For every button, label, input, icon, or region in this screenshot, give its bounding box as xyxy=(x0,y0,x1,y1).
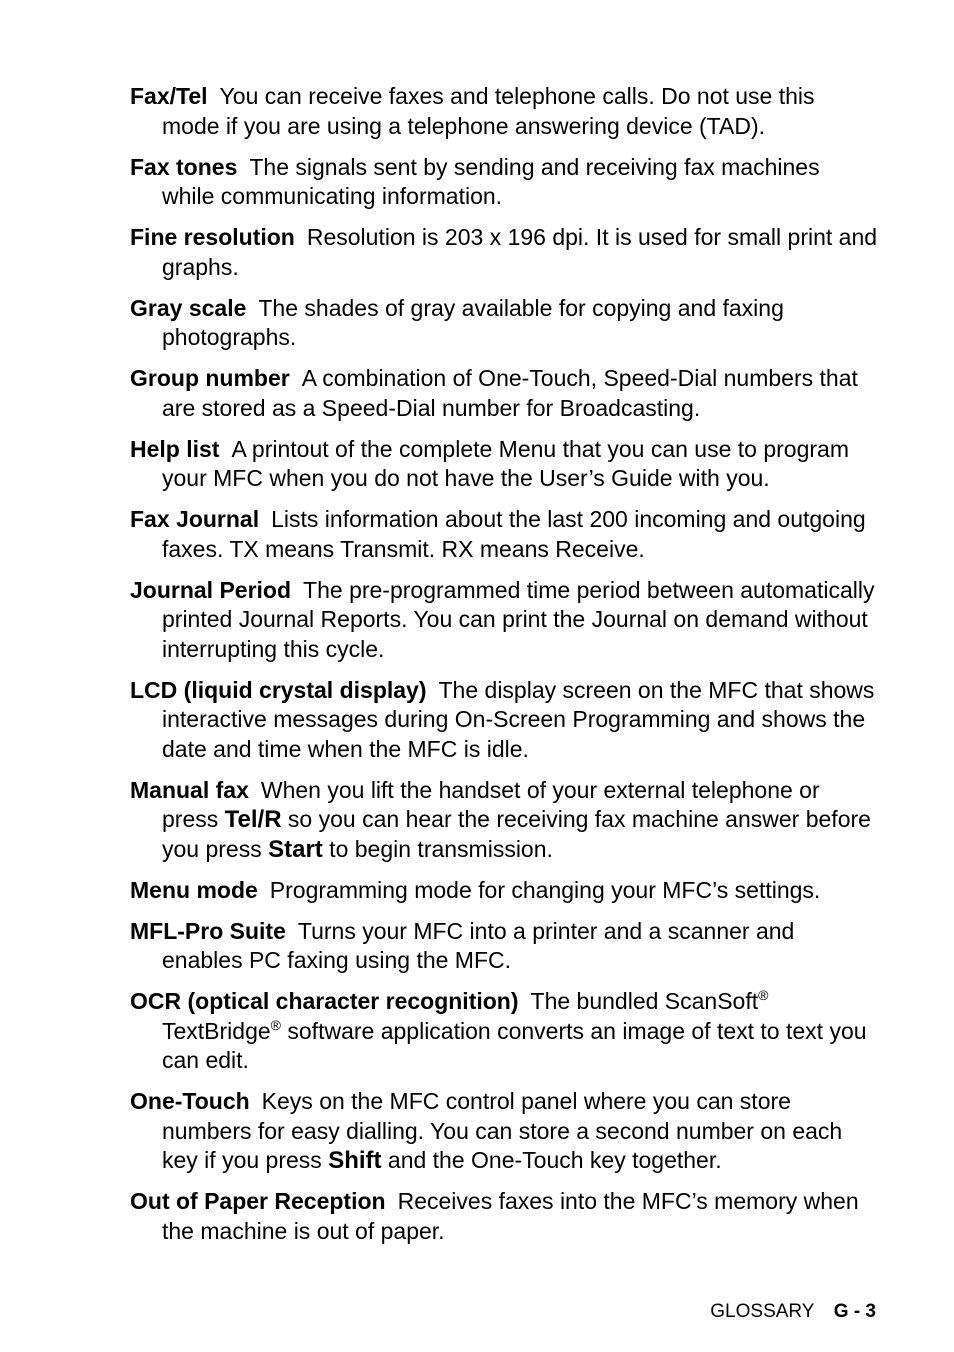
glossary-term: LCD (liquid crystal display) xyxy=(130,676,427,703)
glossary-entry xyxy=(130,1187,878,1246)
footer-section-label: GLOSSARY xyxy=(710,1301,815,1322)
page-footer xyxy=(710,1300,876,1324)
glossary-entry xyxy=(130,676,878,765)
glossary-definition-text: The shades of gray available for copying and faxing photographs. xyxy=(162,294,784,350)
glossary-term: Out of Paper Reception xyxy=(130,1188,386,1214)
key-name: Tel/R xyxy=(224,806,282,833)
glossary-term: Fax tones xyxy=(130,153,238,180)
glossary-definition-text: Keys on the MFC control panel where you can store numbers for easy dialling. You can store a second number on each key if you press xyxy=(162,1088,843,1173)
glossary-definition-text: The bundled ScanSoft xyxy=(530,988,759,1014)
glossary-entry xyxy=(130,987,878,1076)
glossary-definition-text: software application converts an image of text to text you can edit. xyxy=(162,1017,867,1073)
glossary-definition-text: TextBridge xyxy=(162,1017,271,1044)
glossary-definition-text: Turns your MFC into a printer and a scanner and enables PC faxing using the MFC. xyxy=(162,917,795,973)
glossary-term: OCR (optical character recognition) xyxy=(130,988,519,1014)
glossary-entry xyxy=(130,435,878,494)
glossary-definition-text: A printout of the complete Menu that you can use to program your MFC when you do not have the User’s Guide with you. xyxy=(162,435,849,491)
glossary-definition-text: The display screen on the MFC that shows interactive messages during On-Screen Programming and shows the date and time when the MFC is idle. xyxy=(162,676,875,762)
glossary-entry xyxy=(130,364,878,423)
glossary-entry xyxy=(130,576,878,665)
glossary-definition-text: Lists information about the last 200 incoming and outgoing faxes. TX means Transmit. RX means Receive. xyxy=(162,506,866,562)
glossary-definition-text: and the One-Touch key together. xyxy=(381,1147,722,1173)
glossary-term: MFL-Pro Suite xyxy=(130,917,286,944)
glossary-entry xyxy=(130,505,878,564)
registered-mark: ® xyxy=(270,1016,281,1033)
glossary-entry xyxy=(130,82,878,141)
glossary-term: One-Touch xyxy=(130,1088,250,1114)
glossary-entry xyxy=(130,917,878,976)
glossary-definition-text: The pre-programmed time period between automatically printed Journal Reports. You can print the Journal on demand without interrupting this cycle. xyxy=(162,576,875,662)
glossary-entry xyxy=(130,876,878,906)
glossary-entry xyxy=(130,223,878,282)
glossary-term: Fine resolution xyxy=(130,224,295,250)
glossary-list xyxy=(130,82,878,1258)
registered-mark: ® xyxy=(758,987,769,1003)
glossary-definition-text: to begin transmission. xyxy=(322,835,553,862)
glossary-definition-text: A combination of One-Touch, Speed-Dial numbers that are stored as a Speed-Dial number for Broadcasting. xyxy=(162,365,858,421)
glossary-term: Group number xyxy=(130,365,290,391)
glossary-definition-text: Receives faxes into the MFC’s memory when the machine is out of paper. xyxy=(162,1188,859,1244)
glossary-term: Manual fax xyxy=(130,776,249,803)
glossary-term: Menu mode xyxy=(130,876,258,903)
glossary-term: Fax Journal xyxy=(130,506,260,532)
glossary-entry xyxy=(130,153,878,212)
page-number: G - 3 xyxy=(833,1301,876,1322)
glossary-term: Help list xyxy=(130,435,220,462)
glossary-term: Journal Period xyxy=(130,576,292,603)
glossary-definition-text: You can receive faxes and telephone calls. Do not use this mode if you are using a telephone answering device (TAD). xyxy=(162,83,815,139)
key-name: Shift xyxy=(328,1147,382,1174)
glossary-entry xyxy=(130,294,878,353)
glossary-definition-text: The signals sent by sending and receiving fax machines while communicating information. xyxy=(162,153,820,209)
glossary-term: Fax/Tel xyxy=(130,83,208,109)
glossary-definition-text: Resolution is 203 x 196 dpi. It is used for small print and graphs. xyxy=(162,224,878,280)
key-name: Start xyxy=(268,835,323,863)
glossary-term: Gray scale xyxy=(130,294,247,321)
glossary-definition-text: so you can hear the receiving fax machine answer before you press xyxy=(162,806,871,862)
glossary-entry xyxy=(130,1087,878,1176)
glossary-definition-text: Programming mode for changing your MFC’s settings. xyxy=(269,876,821,903)
glossary-entry xyxy=(130,776,878,865)
glossary-definition-text: When you lift the handset of your external telephone or press xyxy=(162,776,820,832)
